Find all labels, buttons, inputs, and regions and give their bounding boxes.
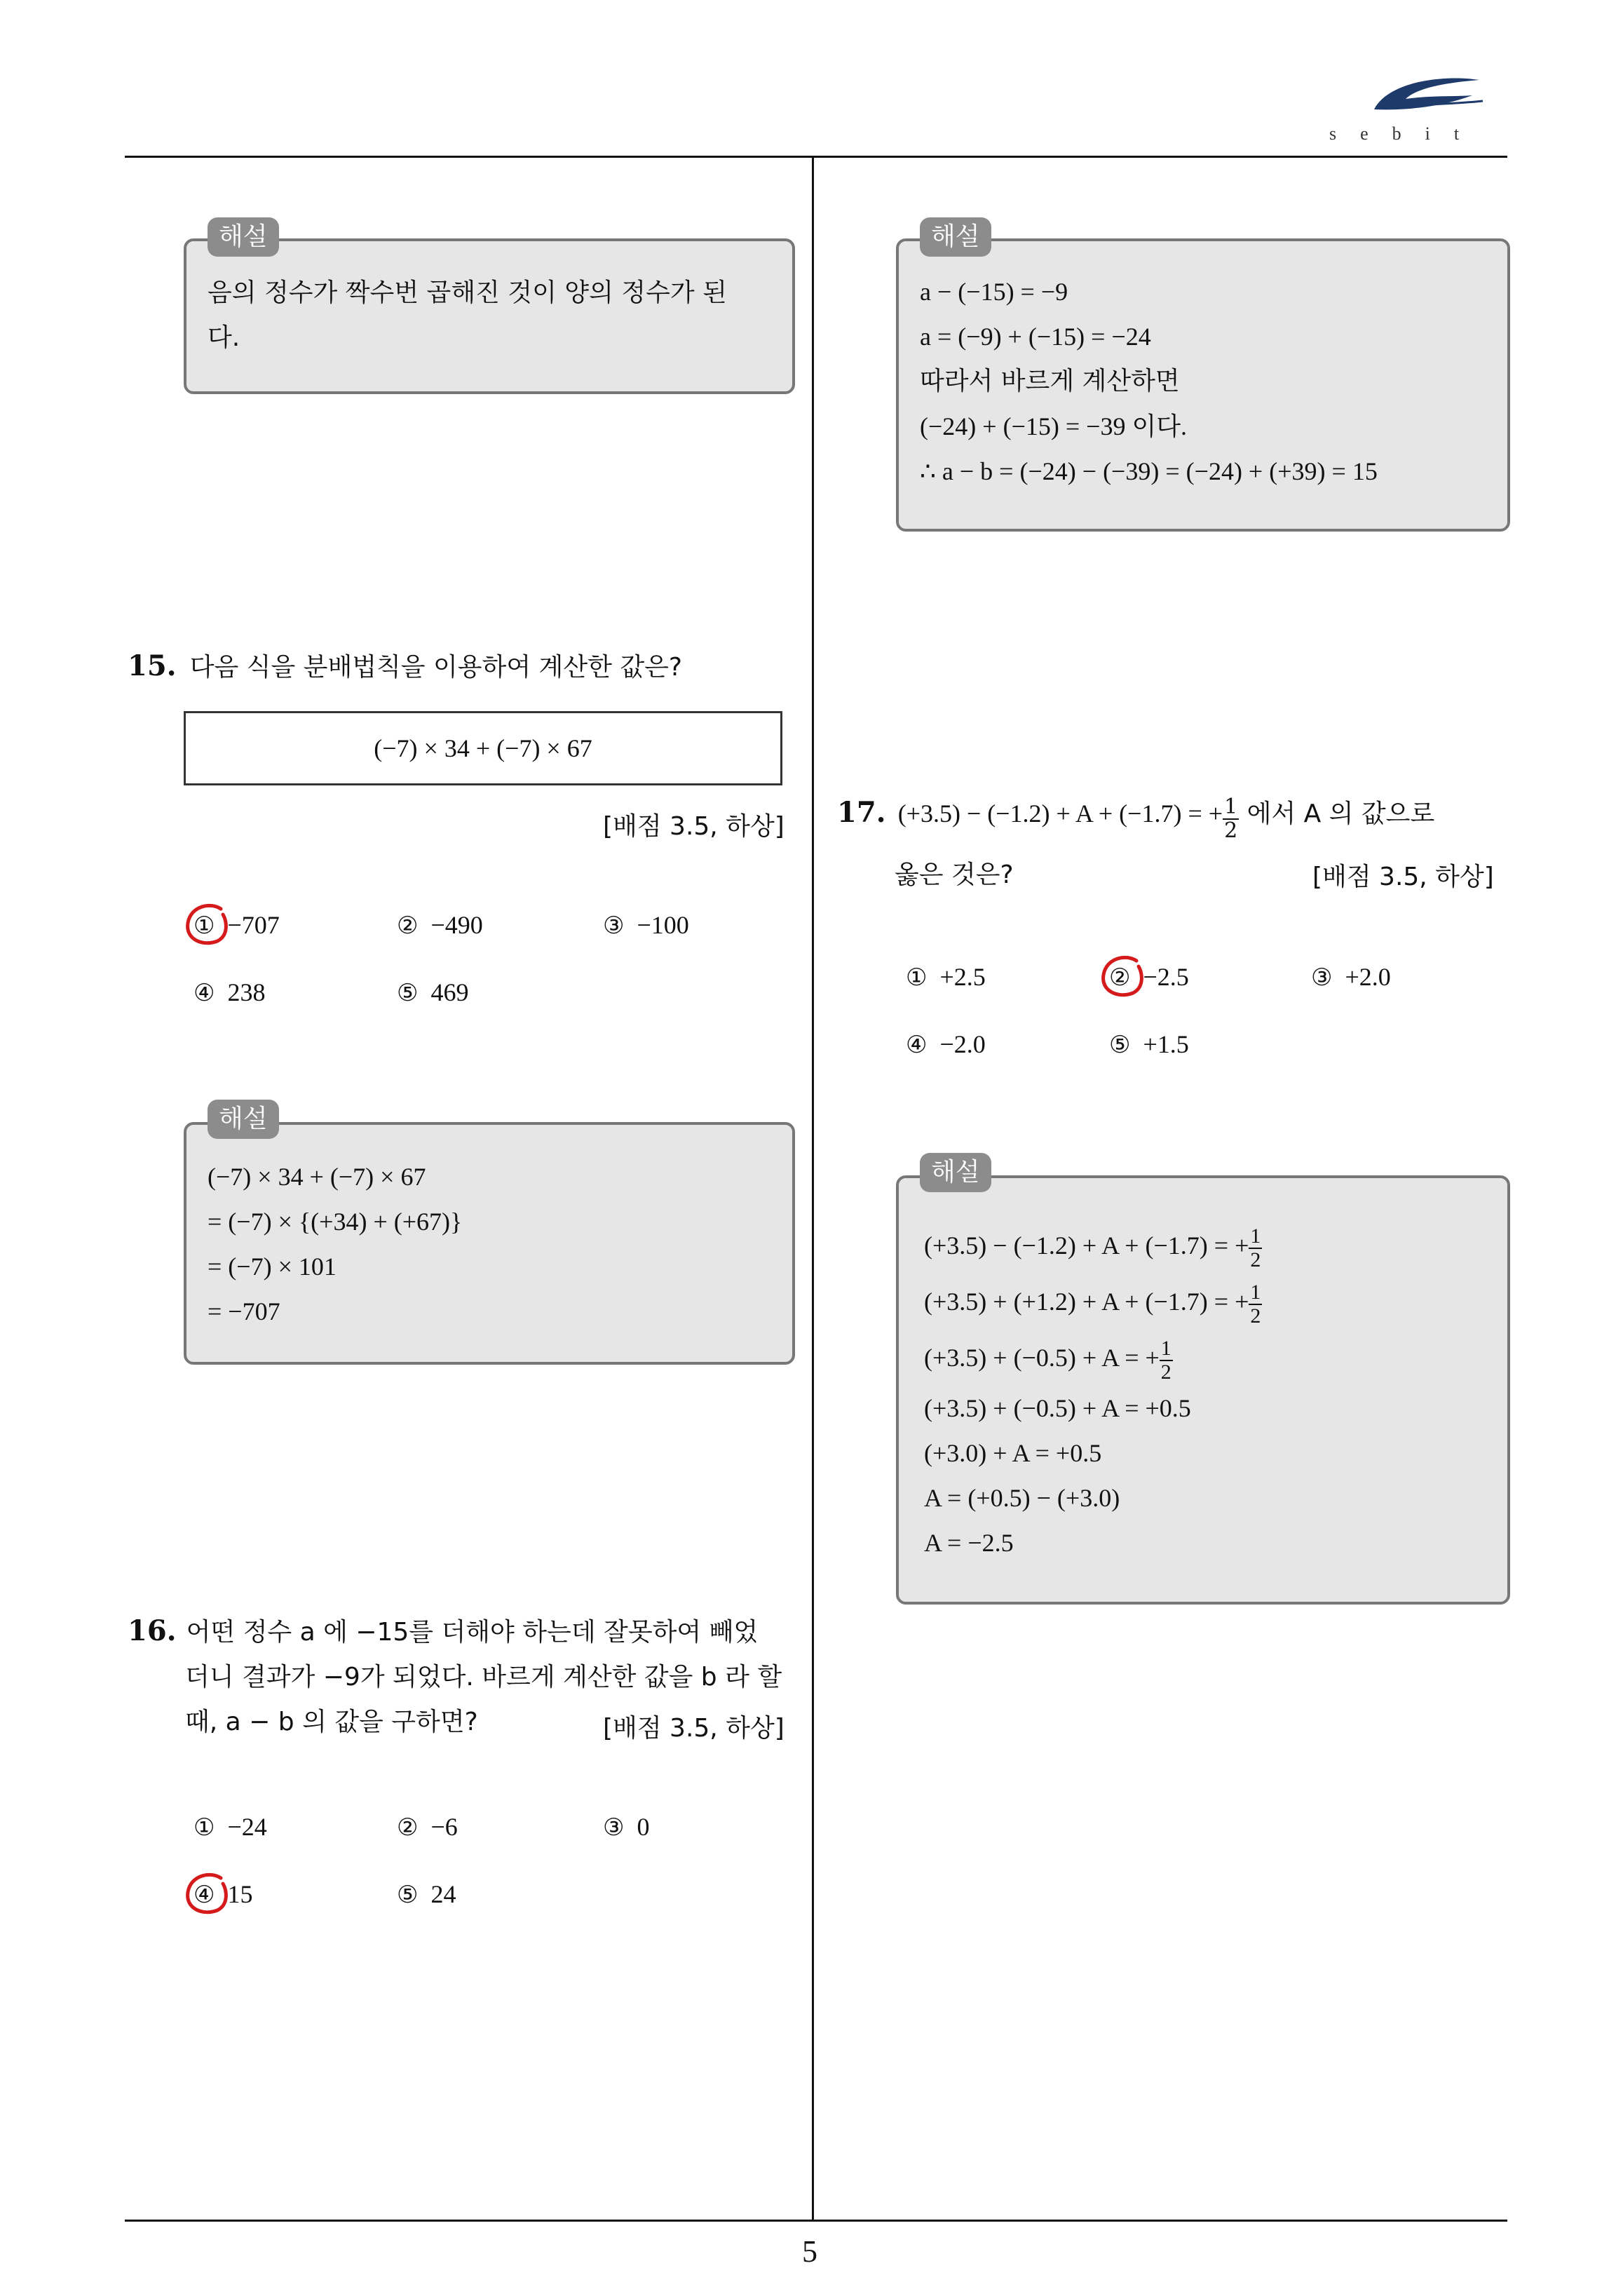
solution-box-15	[184, 1122, 795, 1365]
sebit-logo-icon	[1367, 67, 1486, 123]
question-15	[128, 645, 682, 690]
page-number: 5	[802, 2234, 817, 2269]
choice-5[interactable]: ⑤ +1.5	[1109, 1030, 1189, 1059]
question-16: 16. 어떤 정수 a 에 −15를 더해야 하는데 잘못하여 빼었 더니 결과가 −9가 되었다. 바르게 계산한 값을 b 라 할 때, a − b 의 값을 구하면?	[128, 1614, 782, 1736]
formula-box: (−7) × 34 + (−7) × 67	[184, 711, 782, 785]
column-divider	[812, 158, 814, 2220]
choice-4[interactable]: ④ 15	[193, 1880, 253, 1909]
solution-box-16	[896, 238, 1510, 532]
solution-tag: 해설	[208, 1100, 279, 1139]
choice-2[interactable]: ② −2.5	[1109, 963, 1189, 992]
choice-2[interactable]: ② −490	[397, 911, 483, 940]
question-text: 다음 식을 분배법칙을 이용하여 계산한 값은?	[189, 653, 682, 682]
solution-text: a − (−15) = −9 a = (−9) + (−15) = −24 따라서 바르게 계산하면 (−24) + (−15) = −39 이다. ∴ a − b = (−24) − (−39) = (−24) + (+39) = 15	[920, 278, 1378, 485]
choice-3[interactable]: ③ +2.0	[1311, 963, 1391, 992]
choice-4[interactable]: ④ −2.0	[906, 1030, 986, 1059]
solution-box-17	[896, 1175, 1510, 1605]
solution-tag: 해설	[920, 217, 991, 257]
logo-text: sebit	[1329, 123, 1483, 144]
footer-rule	[125, 2220, 1507, 2222]
score-label: [배점 3.5, 하상]	[603, 1714, 785, 1743]
choice-3[interactable]: ③ 0	[603, 1813, 650, 1842]
choice-2[interactable]: ② −6	[397, 1813, 458, 1842]
choice-1[interactable]: ① −707	[193, 911, 280, 940]
answer-mark-icon	[182, 900, 231, 950]
solution-text: (−7) × 34 + (−7) × 67 = (−7) × {(+34) + (+67)} = (−7) × 101 = −707	[208, 1163, 463, 1325]
solution-tag: 해설	[208, 217, 279, 257]
question-17: 17. (+3.5) − (−1.2) + A + (−1.7) = + $\frac{1}{2}$ 에서 A 의 값으로	[837, 794, 1435, 843]
answer-mark-icon	[1098, 952, 1147, 1001]
answer-mark-icon	[182, 1870, 231, 1919]
score-label: [배점 3.5, 하상]	[603, 812, 785, 841]
fraction: $\frac{1}{2}$	[1224, 794, 1238, 843]
solution-text: 음의 정수가 짝수번 곱해진 것이 양의 정수가 된 다.	[208, 278, 727, 352]
score-label: [배점 3.5, 하상]	[1312, 863, 1494, 891]
choice-5[interactable]: ⑤ 24	[397, 1880, 456, 1909]
choice-1[interactable]: ① +2.5	[906, 963, 986, 992]
question-text-line2: 옳은 것은?	[895, 860, 1014, 889]
question-number: 16.	[128, 1614, 177, 1647]
solution-tag: 해설	[920, 1153, 991, 1192]
choice-3[interactable]: ③ −100	[603, 911, 689, 940]
solution-text: (+3.5) − (−1.2) + A + (−1.7) = + $\frac{1}{2}$ (+3.5) + (+1.2) + A + (−1.7) = + $\frac{1}{2}$ (+3.5) + (−0.5) + A = + $\frac{1}{2}$ (+3.5) + (−0.5) + A = +0.5 (+3.0) + A = +0.5 A = (+0.5) − (+3.0) A = −2.5	[924, 1224, 1261, 1557]
header-rule	[125, 156, 1507, 158]
question-number: 15.	[128, 649, 177, 682]
choice-4[interactable]: ④ 238	[193, 978, 266, 1007]
choice-5[interactable]: ⑤ 469	[397, 978, 469, 1007]
question-number: 17.	[837, 796, 886, 829]
choice-1[interactable]: ① −24	[193, 1813, 267, 1842]
solution-box-14	[184, 238, 795, 394]
